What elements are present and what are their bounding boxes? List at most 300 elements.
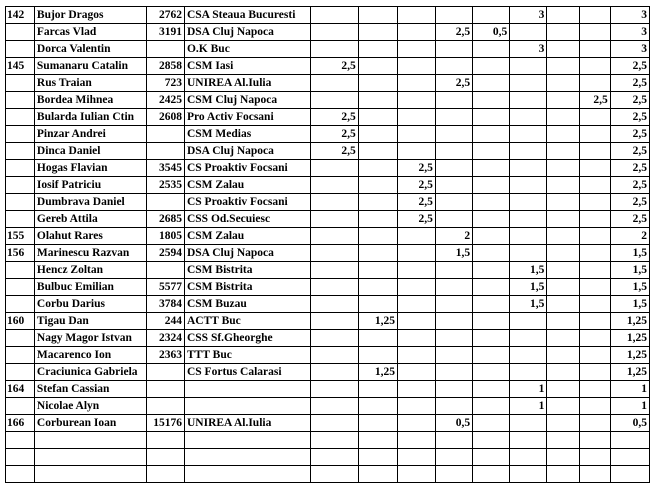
club-cell: CSM Buzau [184, 296, 310, 313]
score-cell-5 [473, 415, 510, 432]
score-cell-7 [547, 177, 580, 194]
rank-cell: 166 [6, 415, 35, 432]
id-cell [147, 194, 185, 211]
id-cell [147, 262, 185, 279]
score-cell-7 [547, 279, 580, 296]
id-cell [147, 381, 185, 398]
score-cell-3 [397, 279, 435, 296]
score-cell-2 [358, 466, 397, 483]
score-cell-6: 1 [510, 398, 547, 415]
score-cell-2 [358, 7, 397, 24]
score-cell-6 [510, 449, 547, 466]
total-cell: 2,5 [610, 92, 649, 109]
rank-cell [6, 262, 35, 279]
rank-cell [6, 466, 35, 483]
score-cell-4 [435, 194, 472, 211]
score-cell-8 [579, 126, 610, 143]
name-cell: Dumbrava Daniel [34, 194, 146, 211]
score-cell-1: 2,5 [310, 126, 358, 143]
score-cell-8 [579, 398, 610, 415]
score-cell-1 [310, 449, 358, 466]
name-cell: Rus Traian [34, 75, 146, 92]
score-cell-4 [435, 126, 472, 143]
score-cell-4 [435, 296, 472, 313]
score-cell-1 [310, 415, 358, 432]
score-cell-1 [310, 211, 358, 228]
score-cell-3 [397, 92, 435, 109]
score-cell-5 [473, 245, 510, 262]
table-row [6, 228, 650, 245]
score-cell-6 [510, 313, 547, 330]
name-cell: Marinescu Razvan [34, 245, 146, 262]
score-cell-4: 1,5 [435, 245, 472, 262]
score-cell-1 [310, 466, 358, 483]
score-cell-5 [473, 143, 510, 160]
score-cell-4: 0,5 [435, 415, 472, 432]
total-cell [610, 449, 649, 466]
score-cell-1 [310, 228, 358, 245]
score-cell-3: 2,5 [397, 177, 435, 194]
total-cell: 1,25 [610, 313, 649, 330]
name-cell: Farcas Vlad [34, 24, 146, 41]
name-cell: Bulbuc Emilian [34, 279, 146, 296]
club-cell [184, 449, 310, 466]
name-cell [34, 466, 146, 483]
score-cell-7 [547, 432, 580, 449]
table-row [6, 381, 650, 398]
score-cell-6 [510, 160, 547, 177]
id-cell: 723 [147, 75, 185, 92]
score-cell-4: 2,5 [435, 75, 472, 92]
total-cell: 2,5 [610, 126, 649, 143]
total-cell: 1,5 [610, 262, 649, 279]
score-cell-5 [473, 432, 510, 449]
total-cell: 1,5 [610, 296, 649, 313]
score-cell-3 [397, 41, 435, 58]
table-row [6, 364, 650, 381]
score-cell-1 [310, 347, 358, 364]
score-cell-2 [358, 381, 397, 398]
id-cell: 5577 [147, 279, 185, 296]
score-cell-4 [435, 398, 472, 415]
name-cell: Tigau Dan [34, 313, 146, 330]
rank-cell: 145 [6, 58, 35, 75]
score-cell-7 [547, 109, 580, 126]
score-cell-2 [358, 245, 397, 262]
id-cell: 3784 [147, 296, 185, 313]
club-cell: CS Fortus Calarasi [184, 364, 310, 381]
score-cell-6: 3 [510, 41, 547, 58]
score-cell-4 [435, 58, 472, 75]
table-row [6, 466, 650, 483]
score-cell-3 [397, 7, 435, 24]
table-body [6, 7, 650, 483]
total-cell: 3 [610, 7, 649, 24]
score-cell-3 [397, 245, 435, 262]
table-row [6, 160, 650, 177]
table-row [6, 75, 650, 92]
table-row [6, 194, 650, 211]
table-row [6, 432, 650, 449]
name-cell: Bularda Iulian Ctin [34, 109, 146, 126]
score-cell-2: 1,25 [358, 313, 397, 330]
score-cell-3 [397, 330, 435, 347]
score-cell-3 [397, 228, 435, 245]
score-cell-4 [435, 347, 472, 364]
club-cell: ACTT Buc [184, 313, 310, 330]
score-cell-5 [473, 228, 510, 245]
name-cell: Macarenco Ion [34, 347, 146, 364]
score-cell-8 [579, 381, 610, 398]
score-cell-5 [473, 177, 510, 194]
club-cell [184, 398, 310, 415]
score-cell-1 [310, 75, 358, 92]
id-cell: 3191 [147, 24, 185, 41]
score-cell-8 [579, 194, 610, 211]
score-cell-6 [510, 415, 547, 432]
score-cell-8 [579, 75, 610, 92]
name-cell: Bordea Mihnea [34, 92, 146, 109]
total-cell: 3 [610, 41, 649, 58]
score-cell-8 [579, 41, 610, 58]
score-cell-1 [310, 364, 358, 381]
club-cell: CS Proaktiv Focsani [184, 160, 310, 177]
score-cell-5 [473, 109, 510, 126]
score-cell-4 [435, 432, 472, 449]
name-cell: Craciunica Gabriela [34, 364, 146, 381]
table-row [6, 126, 650, 143]
score-cell-3 [397, 262, 435, 279]
score-cell-1 [310, 279, 358, 296]
total-cell: 1,5 [610, 279, 649, 296]
id-cell: 2594 [147, 245, 185, 262]
score-cell-2: 1,25 [358, 364, 397, 381]
club-cell: DSA Cluj Napoca [184, 24, 310, 41]
table-row [6, 347, 650, 364]
club-cell [184, 466, 310, 483]
total-cell: 3 [610, 24, 649, 41]
score-cell-2 [358, 109, 397, 126]
score-cell-8 [579, 347, 610, 364]
club-cell: CS Proaktiv Focsani [184, 194, 310, 211]
club-cell: CSM Cluj Napoca [184, 92, 310, 109]
id-cell: 244 [147, 313, 185, 330]
score-cell-3 [397, 109, 435, 126]
score-cell-6 [510, 211, 547, 228]
score-cell-1 [310, 92, 358, 109]
total-cell: 1,25 [610, 347, 649, 364]
score-cell-7 [547, 24, 580, 41]
score-cell-3 [397, 126, 435, 143]
score-cell-2 [358, 279, 397, 296]
score-cell-5 [473, 313, 510, 330]
score-cell-7 [547, 330, 580, 347]
score-cell-2 [358, 41, 397, 58]
rank-cell [6, 41, 35, 58]
score-cell-6: 3 [510, 7, 547, 24]
club-cell: CSA Steaua Bucuresti [184, 7, 310, 24]
rank-cell [6, 92, 35, 109]
score-cell-1 [310, 313, 358, 330]
club-cell: UNIREA Al.Iulia [184, 75, 310, 92]
score-cell-3 [397, 449, 435, 466]
score-cell-3 [397, 347, 435, 364]
name-cell [34, 449, 146, 466]
table-row [6, 92, 650, 109]
score-cell-1 [310, 432, 358, 449]
score-cell-2 [358, 58, 397, 75]
score-cell-7 [547, 75, 580, 92]
name-cell: Stefan Cassian [34, 381, 146, 398]
rank-cell [6, 364, 35, 381]
table-row [6, 415, 650, 432]
rank-cell [6, 126, 35, 143]
score-cell-3 [397, 24, 435, 41]
score-cell-6 [510, 177, 547, 194]
score-cell-6 [510, 126, 547, 143]
score-cell-7 [547, 160, 580, 177]
total-cell: 2,5 [610, 211, 649, 228]
total-cell: 1 [610, 398, 649, 415]
score-cell-5 [473, 160, 510, 177]
score-cell-6 [510, 58, 547, 75]
club-cell: DSA Cluj Napoca [184, 143, 310, 160]
id-cell [147, 41, 185, 58]
score-cell-1 [310, 262, 358, 279]
score-cell-6 [510, 228, 547, 245]
rank-cell [6, 109, 35, 126]
score-cell-8: 2,5 [579, 92, 610, 109]
score-cell-4 [435, 262, 472, 279]
score-cell-4 [435, 109, 472, 126]
name-cell: Nagy Magor Istvan [34, 330, 146, 347]
score-cell-7 [547, 211, 580, 228]
table-row [6, 398, 650, 415]
score-cell-8 [579, 58, 610, 75]
name-cell: Hencz Zoltan [34, 262, 146, 279]
table-row [6, 58, 650, 75]
score-cell-3 [397, 58, 435, 75]
score-cell-4 [435, 449, 472, 466]
score-cell-1 [310, 41, 358, 58]
rank-cell [6, 160, 35, 177]
rank-cell [6, 449, 35, 466]
score-cell-8 [579, 177, 610, 194]
table-row [6, 330, 650, 347]
club-cell [184, 381, 310, 398]
score-cell-1 [310, 24, 358, 41]
table-row [6, 41, 650, 58]
score-cell-5: 0,5 [473, 24, 510, 41]
id-cell [147, 432, 185, 449]
score-cell-3 [397, 75, 435, 92]
total-cell: 1 [610, 381, 649, 398]
score-cell-7 [547, 245, 580, 262]
score-cell-8 [579, 262, 610, 279]
score-cell-6 [510, 92, 547, 109]
score-cell-4 [435, 330, 472, 347]
score-cell-7 [547, 398, 580, 415]
rank-cell [6, 432, 35, 449]
score-cell-2 [358, 330, 397, 347]
name-cell: Hogas Flavian [34, 160, 146, 177]
score-cell-1: 2,5 [310, 58, 358, 75]
score-cell-4 [435, 160, 472, 177]
score-cell-1 [310, 245, 358, 262]
club-cell: CSM Bistrita [184, 279, 310, 296]
score-cell-8 [579, 143, 610, 160]
score-cell-3 [397, 143, 435, 160]
club-cell: CSM Zalau [184, 177, 310, 194]
score-cell-6 [510, 347, 547, 364]
score-cell-6: 1,5 [510, 279, 547, 296]
score-cell-6 [510, 330, 547, 347]
total-cell: 2,5 [610, 143, 649, 160]
total-cell: 2 [610, 228, 649, 245]
total-cell: 2,5 [610, 109, 649, 126]
table-row [6, 262, 650, 279]
score-cell-4 [435, 381, 472, 398]
score-cell-8 [579, 160, 610, 177]
score-cell-8 [579, 109, 610, 126]
score-cell-7 [547, 126, 580, 143]
score-cell-8 [579, 296, 610, 313]
id-cell: 2762 [147, 7, 185, 24]
score-cell-1 [310, 398, 358, 415]
score-cell-7 [547, 415, 580, 432]
score-cell-7 [547, 296, 580, 313]
club-cell: Pro Activ Focsani [184, 109, 310, 126]
id-cell: 2535 [147, 177, 185, 194]
score-cell-2 [358, 75, 397, 92]
rank-cell: 142 [6, 7, 35, 24]
score-cell-7 [547, 449, 580, 466]
rank-cell [6, 296, 35, 313]
name-cell: Corburean Ioan [34, 415, 146, 432]
score-cell-7 [547, 92, 580, 109]
score-cell-2 [358, 160, 397, 177]
total-cell: 2,5 [610, 194, 649, 211]
score-cell-2 [358, 228, 397, 245]
score-cell-4 [435, 92, 472, 109]
table-row [6, 143, 650, 160]
score-cell-4 [435, 41, 472, 58]
rank-cell [6, 143, 35, 160]
score-cell-8 [579, 466, 610, 483]
score-cell-7 [547, 228, 580, 245]
id-cell: 2324 [147, 330, 185, 347]
score-cell-3 [397, 466, 435, 483]
score-cell-8 [579, 24, 610, 41]
score-cell-7 [547, 262, 580, 279]
table-row [6, 245, 650, 262]
score-cell-8 [579, 211, 610, 228]
score-cell-7 [547, 364, 580, 381]
score-cell-2 [358, 432, 397, 449]
club-cell: O.K Buc [184, 41, 310, 58]
club-cell: UNIREA Al.Iulia [184, 415, 310, 432]
score-cell-2 [358, 449, 397, 466]
score-cell-6 [510, 75, 547, 92]
id-cell: 2363 [147, 347, 185, 364]
score-cell-1 [310, 194, 358, 211]
score-cell-5 [473, 364, 510, 381]
rank-cell [6, 75, 35, 92]
total-cell: 2,5 [610, 75, 649, 92]
score-cell-4 [435, 313, 472, 330]
score-cell-6: 1,5 [510, 262, 547, 279]
score-cell-3: 2,5 [397, 194, 435, 211]
score-cell-7 [547, 143, 580, 160]
table-row [6, 7, 650, 24]
table-row [6, 211, 650, 228]
name-cell: Sumanaru Catalin [34, 58, 146, 75]
ranking-table [5, 6, 650, 483]
score-cell-6 [510, 109, 547, 126]
rank-cell: 155 [6, 228, 35, 245]
club-cell: CSS Sf.Gheorghe [184, 330, 310, 347]
score-cell-3 [397, 432, 435, 449]
score-cell-2 [358, 211, 397, 228]
score-cell-5 [473, 347, 510, 364]
score-cell-2 [358, 296, 397, 313]
score-cell-2 [358, 177, 397, 194]
club-cell: CSM Medias [184, 126, 310, 143]
score-cell-2 [358, 347, 397, 364]
score-cell-3 [397, 415, 435, 432]
id-cell: 2685 [147, 211, 185, 228]
score-cell-7 [547, 347, 580, 364]
id-cell [147, 143, 185, 160]
score-cell-6 [510, 143, 547, 160]
total-cell: 2,5 [610, 58, 649, 75]
club-cell [184, 432, 310, 449]
table-row [6, 109, 650, 126]
total-cell [610, 432, 649, 449]
club-cell: DSA Cluj Napoca [184, 245, 310, 262]
score-cell-7 [547, 41, 580, 58]
score-cell-7 [547, 194, 580, 211]
score-cell-8 [579, 313, 610, 330]
score-cell-1 [310, 177, 358, 194]
score-cell-2 [358, 92, 397, 109]
score-cell-3: 2,5 [397, 211, 435, 228]
score-cell-5 [473, 398, 510, 415]
score-cell-7 [547, 466, 580, 483]
score-cell-2 [358, 415, 397, 432]
score-cell-1 [310, 7, 358, 24]
rank-cell [6, 177, 35, 194]
total-cell: 2,5 [610, 177, 649, 194]
score-cell-5 [473, 279, 510, 296]
score-cell-4 [435, 364, 472, 381]
name-cell: Bujor Dragos [34, 7, 146, 24]
score-cell-8 [579, 364, 610, 381]
id-cell: 1805 [147, 228, 185, 245]
name-cell: Dorca Valentin [34, 41, 146, 58]
total-cell: 1,25 [610, 364, 649, 381]
score-cell-8 [579, 279, 610, 296]
score-cell-1 [310, 296, 358, 313]
score-cell-5 [473, 466, 510, 483]
name-cell: Nicolae Alyn [34, 398, 146, 415]
score-cell-7 [547, 313, 580, 330]
score-cell-1 [310, 381, 358, 398]
score-cell-3 [397, 296, 435, 313]
name-cell: Corbu Darius [34, 296, 146, 313]
score-cell-6 [510, 466, 547, 483]
score-cell-5 [473, 211, 510, 228]
